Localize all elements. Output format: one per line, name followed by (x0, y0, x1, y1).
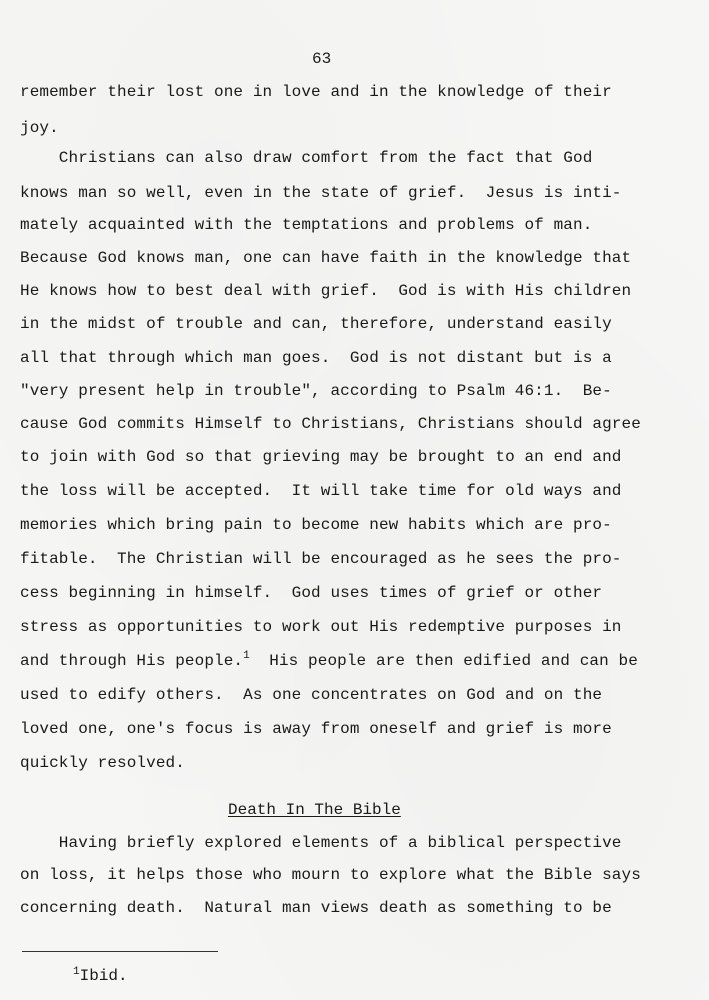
text-line: remember their lost one in love and in the knowledge of their (20, 83, 612, 101)
footnote-text: Ibid. (79, 967, 128, 985)
text-line: knows man so well, even in the state of grief. Jesus is inti- (20, 184, 622, 202)
text-line: quickly resolved. (20, 754, 185, 772)
text-segment: His people are then edified and can be (249, 652, 638, 670)
text-line: to join with God so that grieving may be brought to an end and (20, 448, 622, 466)
text-line: the loss will be accepted. It will take time for old ways and (20, 482, 622, 500)
text-line: all that through which man goes. God is not distant but is a (20, 349, 612, 367)
text-line: Having briefly explored elements of a biblical perspective (20, 834, 622, 852)
text-line: Christians can also draw comfort from the fact that God (20, 149, 593, 167)
text-line: loved one, one's focus is away from oneself and grief is more (20, 720, 612, 738)
text-line: stress as opportunities to work out His redemptive purposes in (20, 618, 622, 636)
section-heading: Death In The Bible (228, 801, 401, 819)
page-number: 63 (312, 50, 332, 68)
text-segment: and through His people. (20, 652, 244, 670)
text-line: fitable. The Christian will be encouraged as he sees the pro- (20, 550, 622, 568)
text-line: concerning death. Natural man views death as something to be (20, 899, 612, 917)
text-line: used to edify others. As one concentrates on God and on the (20, 686, 603, 704)
text-line: He knows how to best deal with grief. God is with His children (20, 282, 632, 300)
text-line-with-footnote (20, 651, 650, 671)
text-line: on loss, it helps those who mourn to explore what the Bible says (20, 866, 641, 884)
text-line: cess beginning in himself. God uses times of grief or other (20, 584, 603, 602)
text-line: mately acquainted with the temptations and problems of man. (20, 216, 593, 234)
text-line: Because God knows man, one can have faith in the knowledge that (20, 249, 632, 267)
text-line: memories which bring pain to become new habits which are pro- (20, 516, 612, 534)
footnote-marker: 1 (73, 966, 80, 978)
text-line: "very present help in trouble", according to Psalm 46:1. Be- (20, 382, 612, 400)
footnote (73, 966, 128, 986)
text-line: joy. (20, 119, 59, 137)
text-line: in the midst of trouble and can, therefore, understand easily (20, 315, 612, 333)
text-line: cause God commits Himself to Christians, Christians should agree (20, 415, 641, 433)
footnote-divider (22, 951, 218, 952)
footnote-marker: 1 (243, 650, 250, 662)
